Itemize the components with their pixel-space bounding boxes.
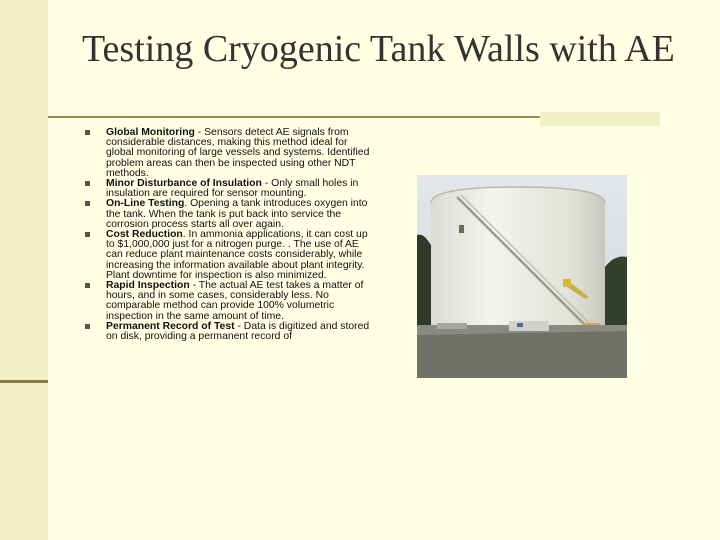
trailer-window [517,323,523,327]
left-decor-band [0,0,48,540]
bullet-square-icon [85,232,90,237]
bullet-text: - The actual AE test takes a matter of hours, and in some cases, considerably less. No comparable method can provide 100% volumetric inspection in the same amount of time. [106,280,364,322]
bullet-square-icon [85,324,90,329]
tank-photo [417,175,627,378]
bullet-heading: Permanent Record of Test [106,320,235,332]
bullet-heading: On-Line Testing [106,198,185,210]
utility-trailer [509,321,549,331]
bullet-item [82,230,372,281]
bullet-heading: Rapid Inspection [106,280,190,292]
bullet-heading: Minor Disturbance of Insulation [106,178,262,190]
bullet-text: . Opening a tank introduces oxygen into the tank. When the tank is put back into service the corrosion process starts all over again. [106,198,368,230]
bullet-text: - Sensors detect AE signals from considerable distances, making this method ideal for global monitoring of large vessels and systems. Identified problem areas can then be inspected using other NDT methods. [106,127,370,179]
left-decor-rule [0,380,48,383]
bullet-square-icon [85,283,90,288]
bullet-heading: Cost Reduction [106,229,183,241]
equipment-pad [437,323,467,329]
trees-left [417,235,433,325]
ground-foreground [417,331,627,378]
bullet-item [82,199,372,230]
bullet-text: - Only small holes in insulation are required for sensor mounting. [106,178,359,200]
bullet-text: . In ammonia applications, it can cost up to $1,000,000 just for a nitrogen purge. . The use of AE can reduce plant maintenance costs considerably, while increasing the information available about plant integrity. Plant downtime for inspection is also minimized. [106,229,368,281]
bullet-item [82,281,372,322]
slide-title: Testing Cryogenic Tank Walls with AE [82,28,675,70]
bullet-square-icon [85,130,90,135]
lift-basket [563,279,571,287]
title-underline [48,116,540,118]
bullet-square-icon [85,181,90,186]
bullet-square-icon [85,201,90,206]
trees-right [603,256,627,325]
bullet-text: - Data is digitized and stored on disk, providing a permanent record of [106,320,370,343]
bullet-item [82,322,372,342]
bullet-item [82,128,372,179]
tank-hatch [459,225,464,233]
bullet-item [82,179,372,199]
title-underline-accent [540,112,660,126]
bullet-list [82,128,372,342]
bullet-heading: Global Monitoring [106,127,195,138]
tank-body [431,187,605,325]
